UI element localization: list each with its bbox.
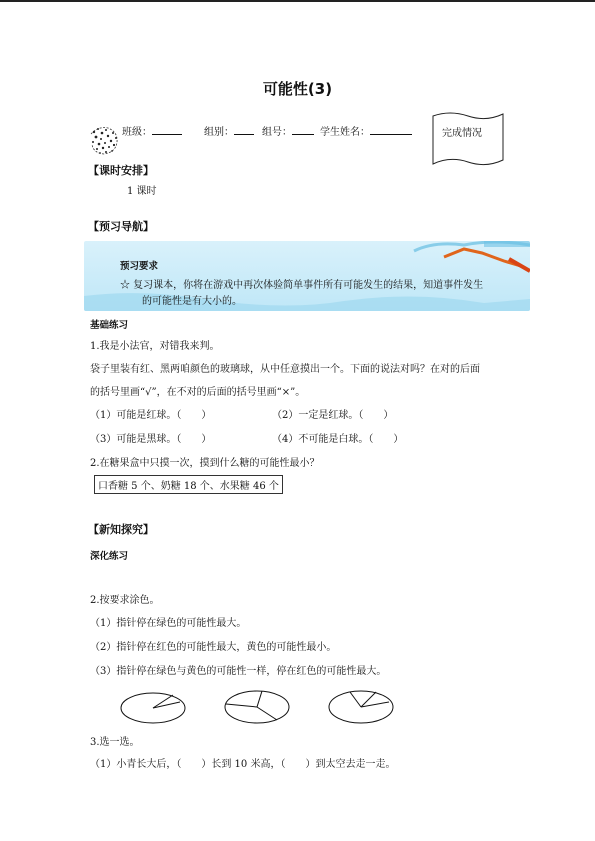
basic-heading: 基础练习 bbox=[90, 320, 129, 331]
explore-q2-title: 2.按要求涂色。 bbox=[90, 595, 160, 606]
top-rule bbox=[0, 0, 595, 2]
student-name-input[interactable] bbox=[370, 124, 412, 135]
q1-item-1: （1）可能是红球。（ ） bbox=[90, 410, 212, 421]
class-input[interactable] bbox=[152, 124, 182, 135]
q1-item-3: （3）可能是黑球。（ ） bbox=[90, 434, 212, 445]
group-input[interactable] bbox=[234, 124, 254, 135]
student-name-label: 学生姓名： bbox=[320, 127, 370, 138]
completion-label: 完成情况 bbox=[442, 128, 482, 139]
banner-line-2: 的可能性是有大小的。 bbox=[142, 296, 242, 307]
q1-item-2: （2）一定是红球。（ ） bbox=[272, 410, 394, 421]
preview-heading: 【预习导航】 bbox=[88, 220, 154, 233]
spinner-3[interactable] bbox=[326, 688, 396, 726]
schedule-heading: 【课时安排】 bbox=[88, 164, 154, 177]
spinner-2[interactable] bbox=[222, 688, 292, 726]
q1-desc-1: 袋子里装有红、黑两咱颜色的玻璃球，从中任意摸出一个。下面的说法对吗？在对的后面 bbox=[90, 364, 480, 375]
candy-box: 口香糖 5 个、奶糖 18 个、水果糖 46 个 bbox=[94, 475, 283, 494]
schedule-value: 1 课时 bbox=[127, 186, 157, 197]
decorative-stamp-icon bbox=[88, 124, 122, 156]
preview-banner bbox=[84, 241, 530, 311]
q2-title: 2.在糖果盒中只摸一次，摸到什么糖的可能性最小？ bbox=[90, 458, 320, 469]
explore-heading: 【新知探究】 bbox=[88, 523, 154, 536]
group-no-label: 组号： bbox=[262, 127, 292, 138]
group-no-input[interactable] bbox=[292, 124, 314, 135]
group-field bbox=[204, 123, 254, 138]
q1-title: 1.我是小法官，对错我来判。 bbox=[90, 341, 220, 352]
explore-q3-item-1: （1）小青长大后，（ ）长到 10 米高，（ ）到太空去走一走。 bbox=[90, 759, 396, 770]
banner-line-1: ☆ 复习课本，你将在游戏中再次体验简单事件所有可能发生的结果，知道事件发生 bbox=[120, 280, 484, 291]
class-field bbox=[122, 123, 182, 138]
banner-title: 预习要求 bbox=[120, 261, 159, 272]
completion-scroll-icon bbox=[430, 110, 508, 170]
spinner-1[interactable] bbox=[118, 690, 188, 726]
group-no-field bbox=[262, 123, 314, 138]
class-label: 班级： bbox=[122, 127, 152, 138]
q1-desc-2: 的括号里画“√”，在不对的后面的括号里画“×”。 bbox=[90, 387, 306, 398]
group-label: 组别： bbox=[204, 127, 234, 138]
explore-q2-item-2: （2）指针停在红色的可能性最大，黄色的可能性最小。 bbox=[90, 642, 337, 653]
student-name-field bbox=[320, 123, 412, 138]
explore-q2-item-1: （1）指针停在绿色的可能性最大。 bbox=[90, 618, 247, 629]
explore-q3-title: 3.选一选。 bbox=[90, 737, 140, 748]
deepen-heading: 深化练习 bbox=[90, 551, 129, 562]
q1-item-4: （4）不可能是白球。（ ） bbox=[272, 434, 404, 445]
explore-q2-item-3: （3）指针停在绿色与黄色的可能性一样，停在红色的可能性最大。 bbox=[90, 666, 387, 677]
page-title: 可能性(3) bbox=[262, 80, 333, 98]
